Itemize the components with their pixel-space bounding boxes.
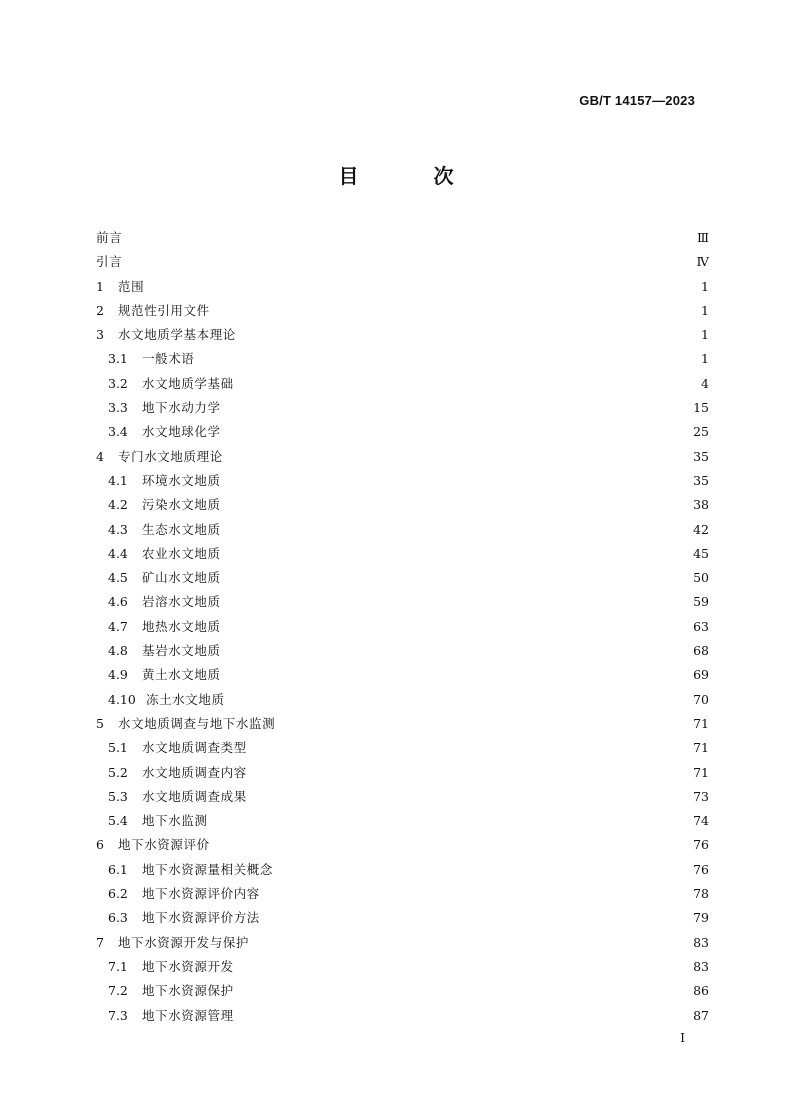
toc-entry-label: 岩溶水文地质 <box>142 594 221 610</box>
table-of-contents <box>96 226 709 1028</box>
toc-entry-label: 前言 <box>96 230 123 245</box>
toc-entry-page: 50 <box>693 570 709 586</box>
toc-entry-label: 范围 <box>118 278 145 294</box>
toc-entry[interactable] <box>96 639 709 663</box>
toc-entry-number: 4.6 <box>108 594 128 610</box>
toc-entry[interactable] <box>96 250 709 274</box>
toc-entry-label: 水文地质调查与地下水监测 <box>118 715 276 731</box>
toc-entry-page: 1 <box>701 302 709 318</box>
toc-entry-label: 地下水动力学 <box>142 400 221 416</box>
toc-entry[interactable] <box>96 858 709 882</box>
toc-entry-label: 水文地质调查内容 <box>142 764 247 780</box>
toc-entry-number: 6.1 <box>108 861 128 877</box>
toc-entry-page: 86 <box>693 983 709 999</box>
toc-entry-number: 4.1 <box>108 472 128 488</box>
toc-entry-number: 3.2 <box>108 375 128 391</box>
toc-entry-label: 环境水文地质 <box>142 472 221 488</box>
toc-entry[interactable] <box>96 1004 709 1028</box>
toc-entry[interactable] <box>96 906 709 930</box>
toc-entry-number: 4.9 <box>108 667 128 683</box>
toc-entry[interactable] <box>96 396 709 420</box>
toc-entry[interactable] <box>96 833 709 857</box>
toc-entry[interactable] <box>96 736 709 760</box>
toc-entry-page: 1 <box>701 327 709 343</box>
toc-entry-page: 35 <box>693 448 709 464</box>
toc-entry-label: 基岩水文地质 <box>142 643 221 659</box>
toc-entry-page: 78 <box>693 886 709 902</box>
toc-entry-label: 地下水资源管理 <box>142 1007 234 1023</box>
toc-entry-page: 73 <box>693 788 709 804</box>
toc-entry[interactable] <box>96 882 709 906</box>
page-folio: I <box>680 1031 685 1045</box>
toc-entry-number: 4.3 <box>108 521 128 537</box>
toc-entry[interactable] <box>96 955 709 979</box>
toc-entry-page: 71 <box>693 740 709 756</box>
toc-entry[interactable] <box>96 931 709 955</box>
toc-entry-number: 3.1 <box>108 351 128 367</box>
toc-entry-page: 4 <box>701 375 709 391</box>
toc-entry[interactable] <box>96 299 709 323</box>
toc-entry-number: 6.3 <box>108 910 128 926</box>
toc-entry-number: 5.2 <box>108 764 128 780</box>
toc-entry-label: 黄土水文地质 <box>142 667 221 683</box>
toc-entry-page: 79 <box>693 910 709 926</box>
toc-entry-label: 水文地质调查类型 <box>142 740 247 756</box>
toc-entry-number: 2 <box>96 302 104 318</box>
toc-entry[interactable] <box>96 323 709 347</box>
toc-entry-number: 4.7 <box>108 618 128 634</box>
toc-entry-number: 7.3 <box>108 1007 128 1023</box>
toc-entry-label: 一般术语 <box>142 351 195 367</box>
toc-entry-label: 生态水文地质 <box>142 521 221 537</box>
toc-entry-number: 5.3 <box>108 788 128 804</box>
toc-entry-label: 地下水资源量相关概念 <box>142 861 274 877</box>
toc-entry-number: 5 <box>96 715 104 731</box>
toc-entry-label: 地下水资源评价方法 <box>142 910 260 926</box>
toc-entry-number: 4.2 <box>108 497 128 513</box>
toc-entry[interactable] <box>96 372 709 396</box>
toc-entry-number: 3.4 <box>108 424 128 440</box>
toc-entry-page: 69 <box>693 667 709 683</box>
toc-entry[interactable] <box>96 809 709 833</box>
page-title: 目 次 <box>338 164 488 188</box>
toc-entry-label: 污染水文地质 <box>142 497 221 513</box>
toc-entry-number: 5.1 <box>108 740 128 756</box>
toc-entry-page: 83 <box>693 934 709 950</box>
toc-entry-number: 3 <box>96 327 104 343</box>
toc-entry-number: 1 <box>96 278 104 294</box>
toc-entry[interactable] <box>96 663 709 687</box>
toc-entry-page: 42 <box>693 521 709 537</box>
toc-entry-page: 74 <box>693 813 709 829</box>
standard-number: GB/T 14157—2023 <box>579 93 695 108</box>
toc-entry-label: 地下水监测 <box>142 813 208 829</box>
toc-entry-page: 63 <box>693 618 709 634</box>
toc-entry-page: 1 <box>701 351 709 367</box>
toc-entry-number: 4 <box>96 448 104 464</box>
toc-entry-number: 7 <box>96 934 104 950</box>
toc-entry-number: 3.3 <box>108 400 128 416</box>
toc-entry-page: 25 <box>693 424 709 440</box>
toc-entry-label: 农业水文地质 <box>142 545 221 561</box>
toc-entry[interactable] <box>96 542 709 566</box>
toc-entry-page: 59 <box>693 594 709 610</box>
toc-entry-page: Ⅲ <box>696 230 709 245</box>
toc-entry-label: 水文地球化学 <box>142 424 221 440</box>
toc-entry-label: 地热水文地质 <box>142 618 221 634</box>
toc-entry[interactable] <box>96 712 709 736</box>
toc-entry-label: 地下水资源开发 <box>142 958 234 974</box>
toc-entry[interactable] <box>96 275 709 299</box>
toc-entry-label: 地下水资源评价 <box>118 837 210 853</box>
toc-entry-page: 83 <box>693 958 709 974</box>
toc-entry-page: 71 <box>693 715 709 731</box>
toc-entry-number: 6 <box>96 837 104 853</box>
toc-entry[interactable] <box>96 469 709 493</box>
toc-entry-number: 4.4 <box>108 545 128 561</box>
toc-entry[interactable] <box>96 785 709 809</box>
toc-entry-page: 70 <box>693 691 709 707</box>
toc-entry[interactable] <box>96 347 709 371</box>
toc-entry[interactable] <box>96 590 709 614</box>
toc-entry[interactable] <box>96 979 709 1003</box>
toc-entry-page: 71 <box>693 764 709 780</box>
toc-entry-page: 87 <box>693 1007 709 1023</box>
toc-entry-page: 15 <box>693 400 709 416</box>
toc-entry[interactable] <box>96 615 709 639</box>
toc-entry-number: 5.4 <box>108 813 128 829</box>
toc-entry-label: 规范性引用文件 <box>118 302 210 318</box>
toc-entry-label: 矿山水文地质 <box>142 570 221 586</box>
toc-entry[interactable] <box>96 445 709 469</box>
toc-entry[interactable] <box>96 566 709 590</box>
toc-entry-page: 35 <box>693 472 709 488</box>
toc-entry-number: 7.1 <box>108 958 128 974</box>
toc-entry-number: 4.10 <box>108 691 136 707</box>
toc-entry-page: 68 <box>693 643 709 659</box>
toc-entry-number: 6.2 <box>108 886 128 902</box>
toc-entry[interactable] <box>96 226 709 250</box>
toc-entry-label: 地下水资源开发与保护 <box>118 934 250 950</box>
toc-entry[interactable] <box>96 420 709 444</box>
toc-entry-label: 水文地质学基本理论 <box>118 327 236 343</box>
toc-entry-label: 地下水资源保护 <box>142 983 234 999</box>
toc-entry[interactable] <box>96 761 709 785</box>
toc-entry-label: 冻土水文地质 <box>146 691 225 707</box>
toc-entry-label: 水文地质调查成果 <box>142 788 247 804</box>
toc-entry-label: 地下水资源评价内容 <box>142 886 260 902</box>
toc-entry-page: Ⅳ <box>696 254 709 270</box>
toc-entry-number: 4.8 <box>108 643 128 659</box>
toc-entry[interactable] <box>96 493 709 517</box>
toc-entry-page: 38 <box>693 497 709 513</box>
toc-entry-label: 引言 <box>96 254 123 270</box>
toc-entry-number: 4.5 <box>108 570 128 586</box>
toc-entry-label: 专门水文地质理论 <box>118 448 223 464</box>
toc-entry-page: 76 <box>693 861 709 877</box>
toc-entry-page: 76 <box>693 837 709 853</box>
toc-entry-page: 45 <box>693 545 709 561</box>
toc-entry-label: 水文地质学基础 <box>142 375 234 391</box>
toc-entry[interactable] <box>96 688 709 712</box>
toc-entry-page: 1 <box>701 278 709 294</box>
toc-entry[interactable] <box>96 518 709 542</box>
toc-entry-number: 7.2 <box>108 983 128 999</box>
